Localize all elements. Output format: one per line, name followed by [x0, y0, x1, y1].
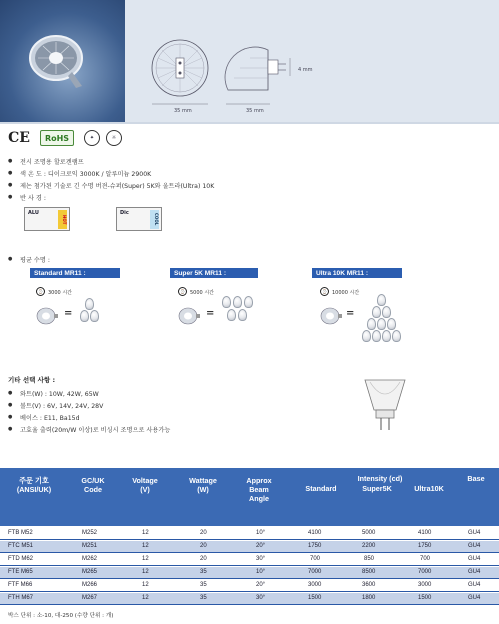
feature-line: 색 온 도 : 디이크로익 3000K / 알루미늄 2900K — [20, 171, 152, 178]
cell-gc: M265 — [82, 569, 98, 575]
lamp-icon — [392, 330, 401, 342]
cell-super5k: 2200 — [362, 543, 376, 549]
box-unit-footnote: 박스 단위 : 소-10, 대-250 (수량 단위 : 개) — [8, 613, 114, 619]
alu-label: ALU — [28, 210, 39, 216]
dic-label: Dic — [120, 210, 129, 216]
header-line: Code — [84, 485, 102, 494]
col-beam-angle — [236, 476, 282, 503]
clock-icon: ⌚ — [178, 287, 187, 296]
cell-super5k: 3600 — [362, 582, 376, 588]
row-divider — [0, 565, 499, 566]
cell-wattage: 35 — [200, 595, 207, 601]
cell-standard: 1500 — [308, 595, 322, 601]
lamp-icon — [367, 318, 376, 330]
lamp-icon — [382, 306, 391, 318]
ce-mark-icon: CE — [8, 130, 30, 146]
header-divider — [0, 122, 499, 124]
row-divider — [0, 578, 499, 579]
cell-angle: 20° — [256, 582, 266, 588]
cell-gc: M252 — [82, 530, 98, 536]
lamp-icon — [382, 330, 391, 342]
alu-reflector-diagram — [24, 207, 70, 231]
bullet-icon: ● — [8, 426, 13, 432]
cell-code: FTH M67 — [8, 595, 34, 601]
cell-gc: M267 — [82, 595, 98, 601]
cell-standard: 4100 — [308, 530, 322, 536]
option-line: 베이스 : E11, Ba15d — [20, 415, 80, 422]
quality-seal-icon: ✦ — [84, 130, 100, 146]
feature-line: 반 사 경 : — [20, 195, 46, 202]
row-divider — [0, 539, 499, 540]
lamp-icon — [362, 330, 371, 342]
cool-label: COOL — [150, 210, 159, 229]
header-line: 주문 기호 — [19, 476, 49, 485]
cell-gc: M266 — [82, 582, 98, 588]
mr11-bulb-icon — [320, 306, 342, 326]
cell-base: GU4 — [468, 595, 481, 601]
lamp-icon — [372, 306, 381, 318]
cell-gc: M262 — [82, 556, 98, 562]
dichroic-reflector-diagram — [116, 207, 162, 231]
cell-voltage: 12 — [142, 543, 149, 549]
table-row — [0, 593, 499, 604]
bullet-icon: ● — [8, 402, 13, 408]
cell-voltage: 12 — [142, 556, 149, 562]
lamp-icon — [377, 318, 386, 330]
option-line: 고효율 출력(20m/W 이상)로 비싱시 조명으로 사용가능 — [20, 427, 171, 434]
lifetime-hours-super5k: 5000 시간 — [190, 290, 214, 296]
spec-table-header — [0, 468, 499, 526]
header-line: Wattage — [189, 476, 217, 485]
dim-label-side: 35 mm — [246, 108, 264, 114]
mr11-bulb-icon — [36, 306, 58, 326]
cell-wattage: 35 — [200, 582, 207, 588]
rohs-badge-icon: RoHS — [40, 130, 74, 146]
lifetime-label-super5k: Super 5K MR11 : — [170, 268, 258, 278]
cell-ultra10k: 3000 — [418, 582, 432, 588]
cell-angle: 20° — [256, 543, 266, 549]
halogen-bulb-image — [28, 32, 88, 90]
cell-super5k: 5000 — [362, 530, 376, 536]
lamp-icon — [372, 330, 381, 342]
col-base: Base — [467, 474, 485, 483]
cell-ultra10k: 1750 — [418, 543, 432, 549]
col-order-code — [4, 476, 64, 494]
equals-sign: = — [206, 308, 215, 319]
option-line: 볼트(V) : 6V, 14V, 24V, 28V — [20, 403, 104, 410]
header-line: Angle — [249, 494, 269, 503]
cell-code: FTE M65 — [8, 569, 33, 575]
cell-ultra10k: 7000 — [418, 569, 432, 575]
lamp-icon — [387, 318, 396, 330]
cell-code: FTC M51 — [8, 543, 34, 549]
cell-voltage: 12 — [142, 569, 149, 575]
bullet-icon: ● — [8, 182, 13, 188]
header-line: Voltage — [132, 476, 158, 485]
cell-angle: 30° — [256, 595, 266, 601]
cell-wattage: 35 — [200, 569, 207, 575]
cell-voltage: 12 — [142, 530, 149, 536]
col-voltage — [122, 476, 168, 494]
cell-ultra10k: 700 — [420, 556, 431, 562]
clock-icon: ⌚ — [36, 287, 45, 296]
lifetime-hours-standard: 3000 시간 — [48, 290, 72, 296]
lamp-icon — [222, 296, 231, 308]
table-row — [0, 580, 499, 591]
table-row — [0, 541, 499, 552]
equals-sign: = — [346, 308, 355, 319]
dim-label-front: 35 mm — [174, 108, 192, 114]
row-divider — [0, 604, 499, 605]
cell-base: GU4 — [468, 556, 481, 562]
col-gc-uk — [70, 476, 116, 494]
gu4-bulb-drawing — [362, 376, 408, 434]
cell-standard: 700 — [310, 556, 321, 562]
lamp-icon — [80, 310, 89, 322]
lamp-icon — [90, 310, 99, 322]
cell-code: FTD M62 — [8, 556, 34, 562]
lamp-icon — [238, 309, 247, 321]
lamp-icon — [85, 298, 94, 310]
header-line: GC/UK — [81, 476, 105, 485]
col-intensity: Intensity (cd) — [357, 474, 403, 483]
cell-voltage: 12 — [142, 595, 149, 601]
row-divider — [0, 591, 499, 592]
lifetime-hours-ultra10k: 10000 시간 — [332, 290, 360, 296]
bullet-icon: ● — [8, 170, 13, 176]
header-line: (ANSI/UK) — [16, 485, 52, 494]
header-band — [0, 0, 499, 122]
bullet-icon: ● — [8, 158, 13, 164]
bullet-icon: ● — [8, 194, 13, 200]
table-row — [0, 554, 499, 565]
bullet-icon: ● — [8, 414, 13, 420]
cell-code: FTF M66 — [8, 582, 33, 588]
header-line: Beam — [249, 485, 269, 494]
lamp-icon — [227, 309, 236, 321]
hot-label: HOT — [58, 210, 67, 229]
lamp-standard-icon: ☼ — [106, 130, 122, 146]
options-title: 기타 선택 사항 : — [8, 376, 56, 384]
lamp-icon — [244, 296, 253, 308]
cell-standard: 1750 — [308, 543, 322, 549]
feature-line: 전시 조명용 할로겐램프 — [20, 159, 84, 166]
bullet-icon: ● — [8, 256, 13, 262]
cell-angle: 10° — [256, 530, 266, 536]
cell-super5k: 850 — [364, 556, 375, 562]
mr11-bulb-icon — [178, 306, 200, 326]
cell-base: GU4 — [468, 582, 481, 588]
cell-angle: 30° — [256, 556, 266, 562]
cell-ultra10k: 1500 — [418, 595, 432, 601]
col-super5k: Super5K — [362, 484, 392, 493]
product-photo — [0, 0, 125, 122]
cell-base: GU4 — [468, 530, 481, 536]
cell-wattage: 20 — [200, 556, 207, 562]
cell-super5k: 1800 — [362, 595, 376, 601]
lifetime-title: 평균 수명 : — [20, 257, 50, 264]
header-line: (V) — [140, 485, 150, 494]
cell-wattage: 20 — [200, 530, 207, 536]
row-divider — [0, 552, 499, 553]
cell-code: FTB M52 — [8, 530, 33, 536]
clock-icon: ⌚ — [320, 287, 329, 296]
cell-wattage: 20 — [200, 543, 207, 549]
cell-super5k: 8500 — [362, 569, 376, 575]
cell-base: GU4 — [468, 543, 481, 549]
cell-angle: 10° — [256, 569, 266, 575]
table-row — [0, 528, 499, 539]
cell-ultra10k: 4100 — [418, 530, 432, 536]
col-ultra10k: Ultra10K — [414, 484, 444, 493]
col-standard: Standard — [305, 484, 337, 493]
lifetime-label-ultra10k: Ultra 10K MR11 : — [312, 268, 402, 278]
cell-base: GU4 — [468, 569, 481, 575]
feature-line: 제논 첨가된 기술로 긴 수명 버젼-슈퍼(Super) 5K와 울트라(Ultra) 10K — [20, 183, 215, 190]
table-row — [0, 567, 499, 578]
dim-label-pin: 4 mm — [298, 67, 313, 73]
cell-voltage: 12 — [142, 582, 149, 588]
cell-gc: M251 — [82, 543, 98, 549]
lamp-icon — [377, 294, 386, 306]
lamp-icon — [233, 296, 242, 308]
cell-standard: 7000 — [308, 569, 322, 575]
cell-standard: 3000 — [308, 582, 322, 588]
option-line: 와트(W) : 10W, 42W, 65W — [20, 391, 99, 398]
header-line: Approx — [246, 476, 272, 485]
bullet-icon: ● — [8, 390, 13, 396]
dimension-diagram — [148, 28, 328, 118]
header-line: (W) — [197, 485, 209, 494]
col-wattage — [178, 476, 228, 494]
equals-sign: = — [64, 308, 73, 319]
lifetime-label-standard: Standard MR11 : — [30, 268, 120, 278]
